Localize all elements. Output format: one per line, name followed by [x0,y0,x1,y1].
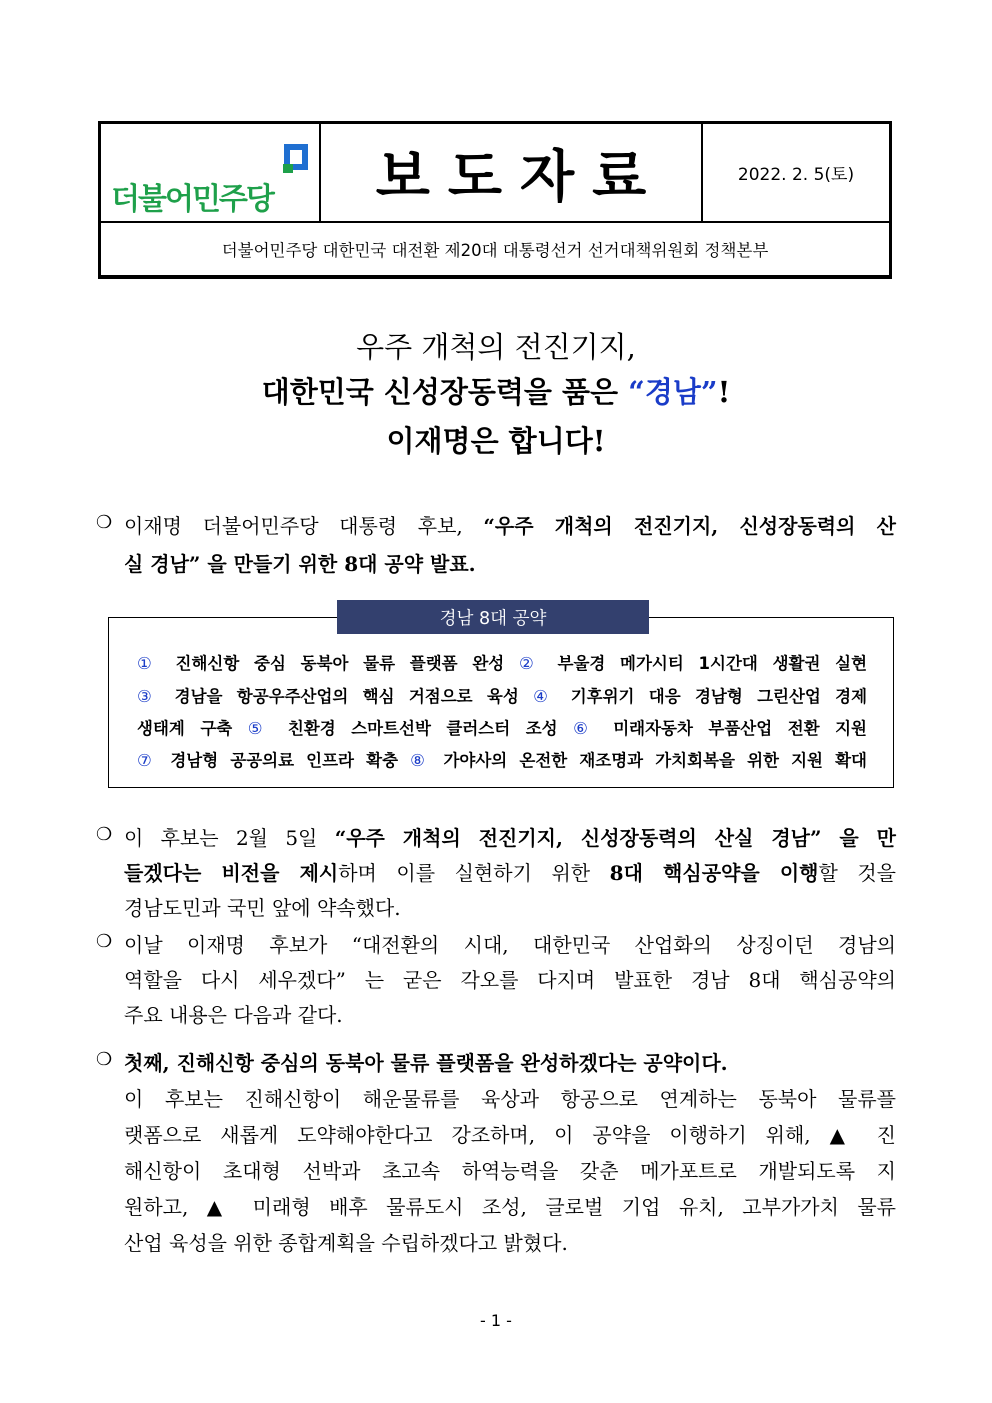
headline-line-2 [0,377,992,407]
pledge-number: ⑦ [137,751,159,770]
pledge-text: 부울경 메가시티 1시간대 생활권 실현 [542,654,868,673]
bullet-icon: ❍ [96,931,113,952]
text-run: 이 후보는 2월 5일 [124,826,335,850]
pledge-text: 가야사의 온전한 재조명과 가치회복을 위한 지원 확대 [431,751,867,770]
party-logo-cell [101,124,321,221]
text-run: 이재명 더불어민주당 대통령 후보, [124,514,484,538]
pledge-number: ⑧ [410,751,432,770]
pledge-line [137,715,867,739]
headline-line-2-text: 대한민국 신성장동력을 품은 [261,375,629,409]
pledge-number: ④ [533,687,557,706]
department-row [101,223,889,275]
pledge-number: ⑥ [573,719,598,738]
bullet-icon: ❍ [96,824,113,845]
paragraph-line: 해신항이 초대형 선박과 초고속 하역능력을 갖춘 메가포트로 개발되도록 지 [124,1159,896,1183]
pledge-line [137,683,867,707]
headline-line-1: 우주 개척의 전진기지, [356,330,636,364]
paragraph-line: 이 후보는 진해신항이 해운물류를 육상과 항공으로 연계하는 동북아 물류플 [124,1087,896,1111]
paragraph-line: 랫폼으로 새롭게 도약해야한다고 강조하며, 이 공약을 이행하기 위해, ▲ 진 [124,1123,896,1147]
department-name: 더불어민주당 대한민국 대전환 제20대 대통령선거 선거대책위원회 정책본부 [221,241,769,260]
paragraph-line [124,857,896,886]
paragraph-line: 이날 이재명 후보가 “대전환의 시대, 대한민국 산업화의 상징이던 경남의 [124,933,896,957]
headline-quote: “경남” [628,375,718,409]
date-cell [703,124,889,221]
party-logo-text: 더불어민주당 [111,182,273,217]
paragraph-line [124,822,896,851]
paragraph-line: 역할을 다시 세우겠다” 는 굳은 각오를 다지며 발표한 경남 8대 핵심공약의 [124,968,896,992]
paragraph-line: 주요 내용은 다음과 같다. [124,1003,343,1027]
section-heading: 첫째, 진해신항 중심의 동북아 물류 플랫폼을 완성하겠다는 공약이다. [124,1051,728,1075]
text-run: 할 것을 [818,861,896,885]
bullet-icon: ❍ [96,512,113,533]
pledge-number: ② [518,654,543,673]
pledge-line [137,650,867,674]
bullet-icon: ❍ [96,1049,113,1070]
text-run: 하며 이를 실현하기 위한 [338,861,610,885]
text-run-bold: “우주 개척의 전진기지, 신성장동력의 산실 경남” 을 만 [334,826,896,850]
doc-title-cell [321,124,703,221]
paragraph-line: 원하고, ▲ 미래형 배후 물류도시 조성, 글로벌 기업 유치, 고부가가치 물류 [124,1195,896,1219]
pledge-text: 기후위기 대응 경남형 그린산업 경제 [556,687,868,706]
text-run-bold: 실 경남” 을 만들기 위한 8대 공약 발표. [124,552,476,576]
press-release-header [98,121,892,279]
party-logo-icon [281,142,311,174]
paragraph-line: 경남도민과 국민 앞에 약속했다. [124,896,401,920]
page-number: - 1 - [480,1311,512,1330]
pledge-box-tab: 경남 8대 공약 [337,600,649,634]
header-top-row [101,124,889,223]
release-date: 2022. 2. 5(토) [737,165,855,185]
headline-line-3: 이재명은 합니다! [386,424,606,458]
text-run-bold: 8대 핵심공약을 이행 [609,861,819,885]
paragraph-line [124,510,896,539]
pledge-number: ⑤ [247,719,273,738]
text-run-bold: “우주 개척의 전진기지, 신성장동력의 산 [483,514,896,538]
pledge-text: 경남을 항공우주산업의 핵심 거점으로 육성 [160,687,534,706]
doc-title: 보도자료 [375,144,665,210]
pledge-text: 미래자동차 부품산업 전환 지원 [597,719,867,738]
paragraph-line [124,548,896,577]
pledge-line [137,747,867,771]
pledge-text: 진해신항 중심 동북아 물류 플랫폼 완성 [160,654,519,673]
headline-exclaim: ! [717,375,731,409]
text-run-bold: 들겠다는 비전을 제시 [124,861,339,885]
pledge-number: ① [137,654,161,673]
pledge-text: 생태계 구축 [137,719,248,738]
pledge-text: 친환경 스마트선박 클러스터 조성 [272,719,574,738]
pledge-text: 경남형 공공의료 인프라 확충 [158,751,411,770]
pledge-number: ③ [137,687,161,706]
paragraph-line: 산업 육성을 위한 종합계획을 수립하겠다고 밝혔다. [124,1231,568,1255]
